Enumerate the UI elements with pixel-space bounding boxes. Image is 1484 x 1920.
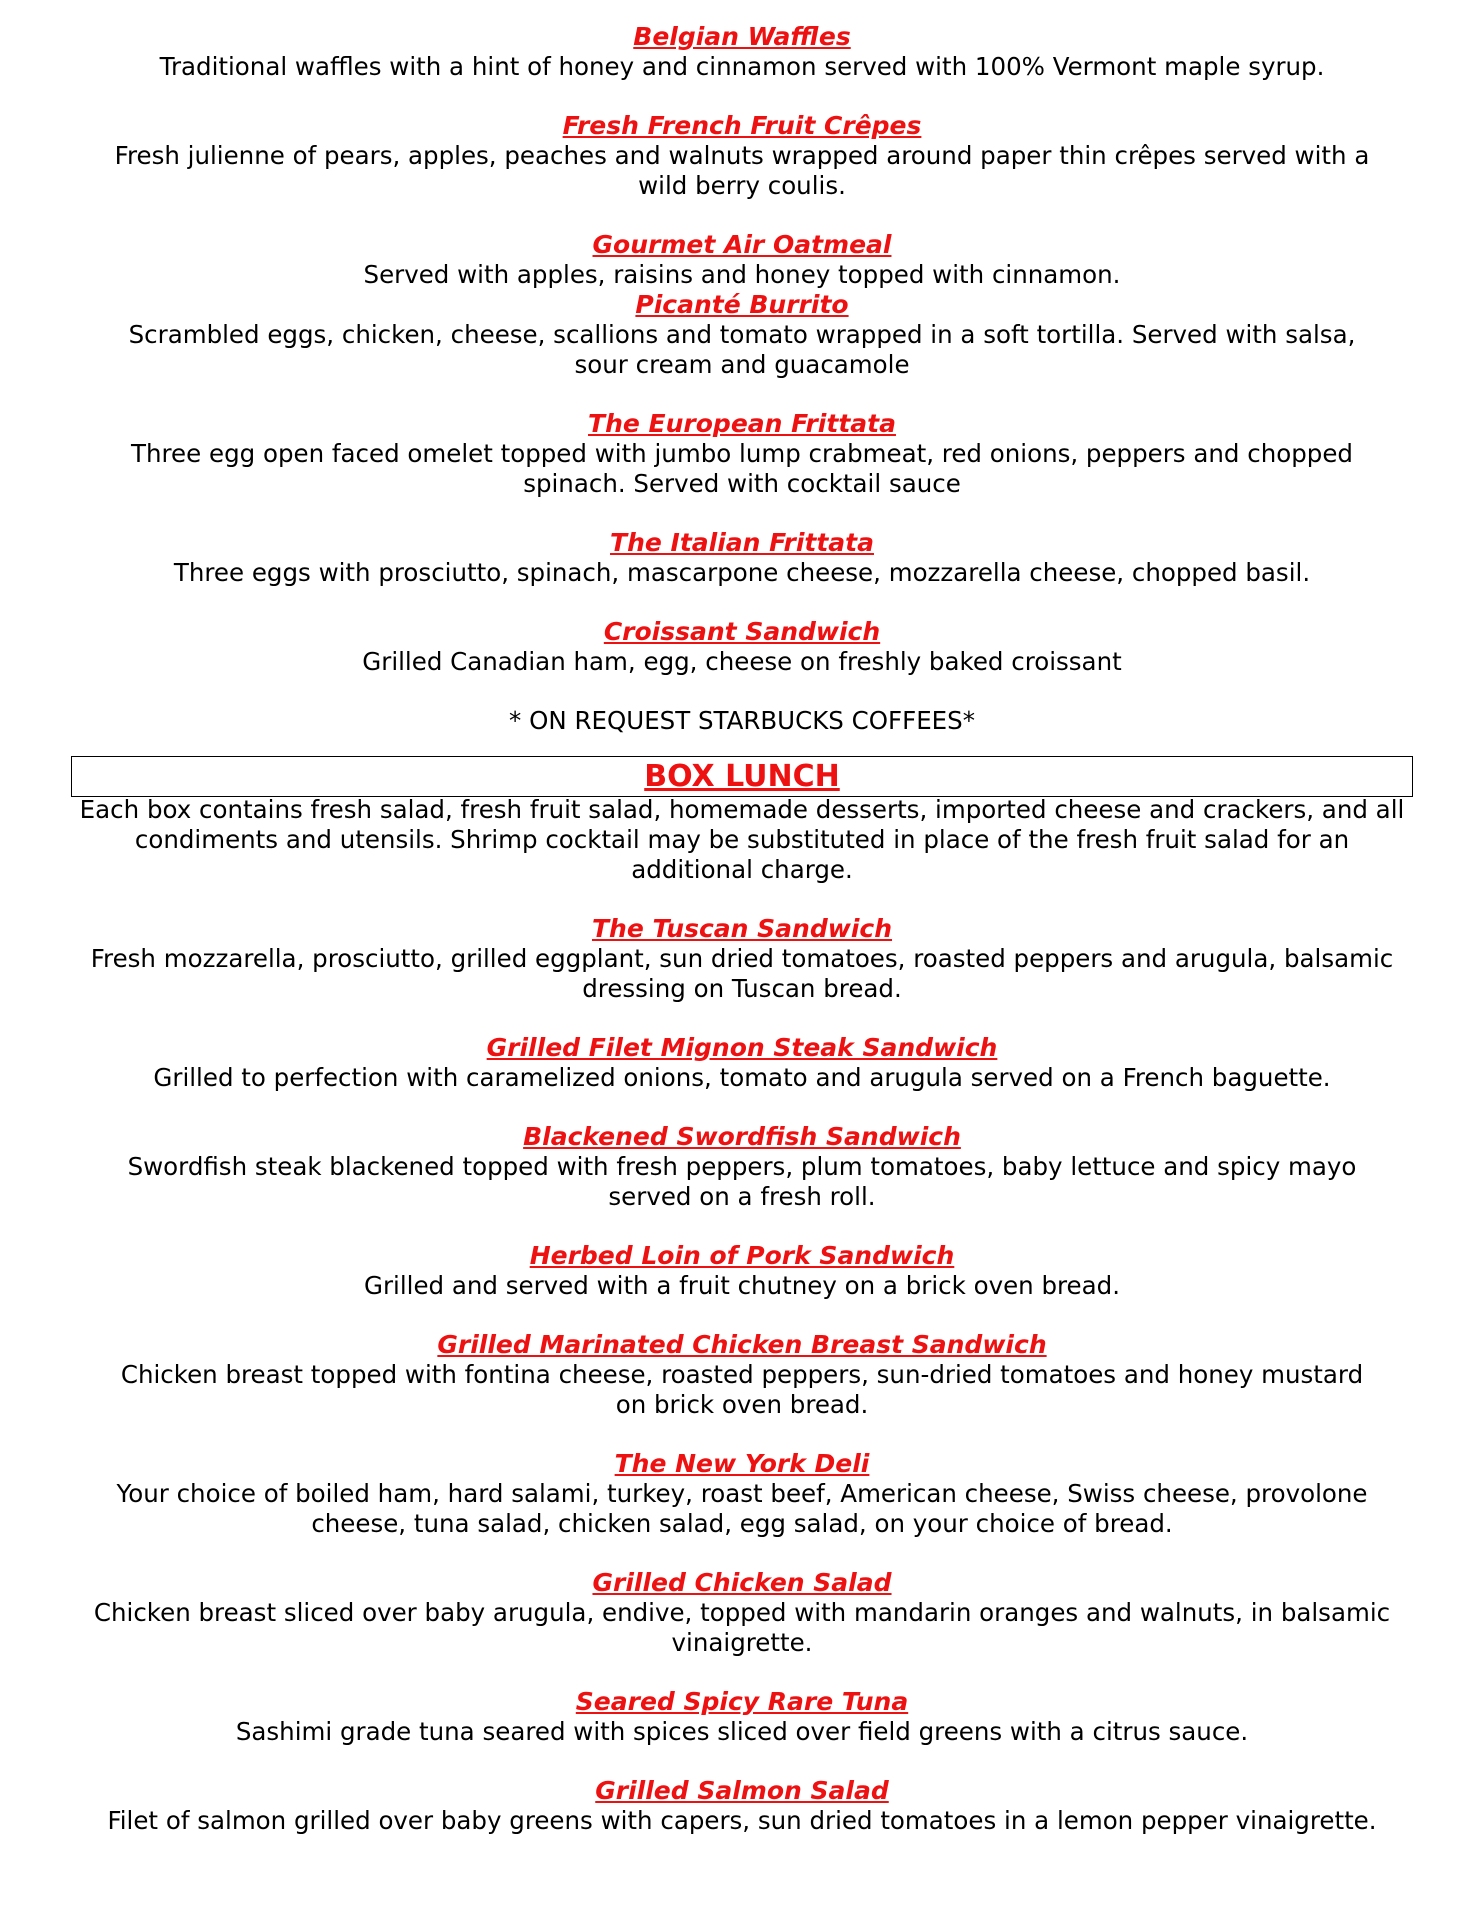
menu-item-title: Fresh French Fruit Crêpes bbox=[562, 111, 922, 140]
box-lunch-intro: Each box contains fresh salad, fresh fruit salad, homemade desserts, imported cheese and crackers, and all condiments and utensils. Shrimp cocktail may be substituted in place of the fresh fruit salad for an additional charge. bbox=[79, 795, 1405, 884]
menu-item-filet-mignon-sandwich bbox=[72, 1033, 1412, 1093]
menu-item-belgian-waffles bbox=[72, 22, 1412, 82]
menu-item-title: The Tuscan Sandwich bbox=[591, 914, 893, 943]
menu-item-title: Seared Spicy Rare Tuna bbox=[575, 1687, 909, 1716]
menu-item-blackened-swordfish-sandwich bbox=[72, 1122, 1412, 1212]
menu-item-herbed-pork-sandwich bbox=[72, 1241, 1412, 1301]
menu-item-title: Herbed Loin of Pork Sandwich bbox=[529, 1241, 955, 1270]
menu-item-description: Three egg open faced omelet topped with jumbo lump crabmeat, red onions, peppers and chopped spinach. Served with cocktail sauce bbox=[131, 439, 1353, 498]
menu-item-french-fruit-crepes bbox=[72, 111, 1412, 201]
menu-item-gourmet-air-oatmeal bbox=[72, 230, 1412, 290]
menu-item-title: The New York Deli bbox=[614, 1449, 870, 1478]
menu-item-title: Grilled Filet Mignon Steak Sandwich bbox=[486, 1033, 998, 1062]
section-title: BOX LUNCH bbox=[644, 759, 840, 794]
menu-item-title: Picanté Burrito bbox=[635, 290, 849, 319]
menu-item-description: Fresh julienne of pears, apples, peaches and walnuts wrapped around paper thin crêpes served with a wild berry coulis. bbox=[114, 141, 1370, 200]
coffee-note: * ON REQUEST STARBUCKS COFFEES* bbox=[509, 706, 975, 735]
menu-item-title: The Italian Frittata bbox=[610, 528, 874, 557]
menu-item-title: Grilled Salmon Salad bbox=[595, 1776, 889, 1805]
menu-item-seared-spicy-tuna bbox=[72, 1687, 1412, 1747]
menu-item-description: Filet of salmon grilled over baby greens with capers, sun dried tomatoes in a lemon pepper vinaigrette. bbox=[107, 1806, 1377, 1835]
menu-item-description: Fresh mozzarella, prosciutto, grilled eggplant, sun dried tomatoes, roasted peppers and arugula, balsamic dressing on Tuscan bread. bbox=[90, 944, 1394, 1003]
menu-item-title: Grilled Marinated Chicken Breast Sandwich bbox=[437, 1330, 1047, 1359]
menu-item-description: Chicken breast topped with fontina cheese, roasted peppers, sun-dried tomatoes and honey mustard on brick oven bread. bbox=[120, 1360, 1364, 1419]
menu-item-description: Served with apples, raisins and honey topped with cinnamon. bbox=[363, 260, 1121, 289]
menu-item-description: Traditional waffles with a hint of honey and cinnamon served with 100% Vermont maple syrup. bbox=[159, 52, 1325, 81]
menu-item-title: Belgian Waffles bbox=[633, 22, 851, 51]
menu-item-description: Your choice of boiled ham, hard salami, turkey, roast beef, American cheese, Swiss cheese, provolone cheese, tuna salad, chicken salad, egg salad, on your choice of bread. bbox=[116, 1479, 1368, 1538]
menu-item-description: Swordfish steak blackened topped with fresh peppers, plum tomatoes, baby lettuce and spicy mayo served on a fresh roll. bbox=[127, 1152, 1357, 1211]
menu-item-title: Gourmet Air Oatmeal bbox=[592, 230, 892, 259]
menu-item-title: Croissant Sandwich bbox=[603, 617, 881, 646]
menu-item-grilled-chicken-salad bbox=[72, 1568, 1412, 1658]
menu-item-marinated-chicken-sandwich bbox=[72, 1330, 1412, 1420]
menu-item-description: Chicken breast sliced over baby arugula, endive, topped with mandarin oranges and walnuts, in balsamic vinaigrette. bbox=[93, 1598, 1391, 1657]
menu-item-description: Grilled and served with a fruit chutney on a brick oven bread. bbox=[364, 1271, 1120, 1300]
menu-item-description: Grilled Canadian ham, egg, cheese on freshly baked croissant bbox=[362, 647, 1122, 676]
menu-item-description: Sashimi grade tuna seared with spices sliced over field greens with a citrus sauce. bbox=[235, 1717, 1249, 1746]
menu-item-description: Grilled to perfection with caramelized onions, tomato and arugula served on a French baguette. bbox=[153, 1063, 1331, 1092]
menu-item-grilled-salmon-salad bbox=[72, 1776, 1412, 1836]
menu-item-title: The European Frittata bbox=[588, 409, 896, 438]
menu-item-croissant-sandwich bbox=[72, 617, 1412, 677]
menu-item-description: Three eggs with prosciutto, spinach, mascarpone cheese, mozzarella cheese, chopped basil. bbox=[173, 558, 1311, 587]
menu-item-description: Scrambled eggs, chicken, cheese, scallions and tomato wrapped in a soft tortilla. Served with salsa, sour cream and guacamole bbox=[128, 320, 1356, 379]
menu-item-picante-burrito bbox=[72, 290, 1412, 380]
box-lunch-header bbox=[71, 756, 1413, 797]
menu-item-new-york-deli bbox=[72, 1449, 1412, 1539]
menu-item-european-frittata bbox=[72, 409, 1412, 499]
menu-item-title: Blackened Swordfish Sandwich bbox=[523, 1122, 961, 1151]
menu-item-italian-frittata bbox=[72, 528, 1412, 588]
menu-item-tuscan-sandwich bbox=[72, 914, 1412, 1004]
menu-item-title: Grilled Chicken Salad bbox=[592, 1568, 892, 1597]
